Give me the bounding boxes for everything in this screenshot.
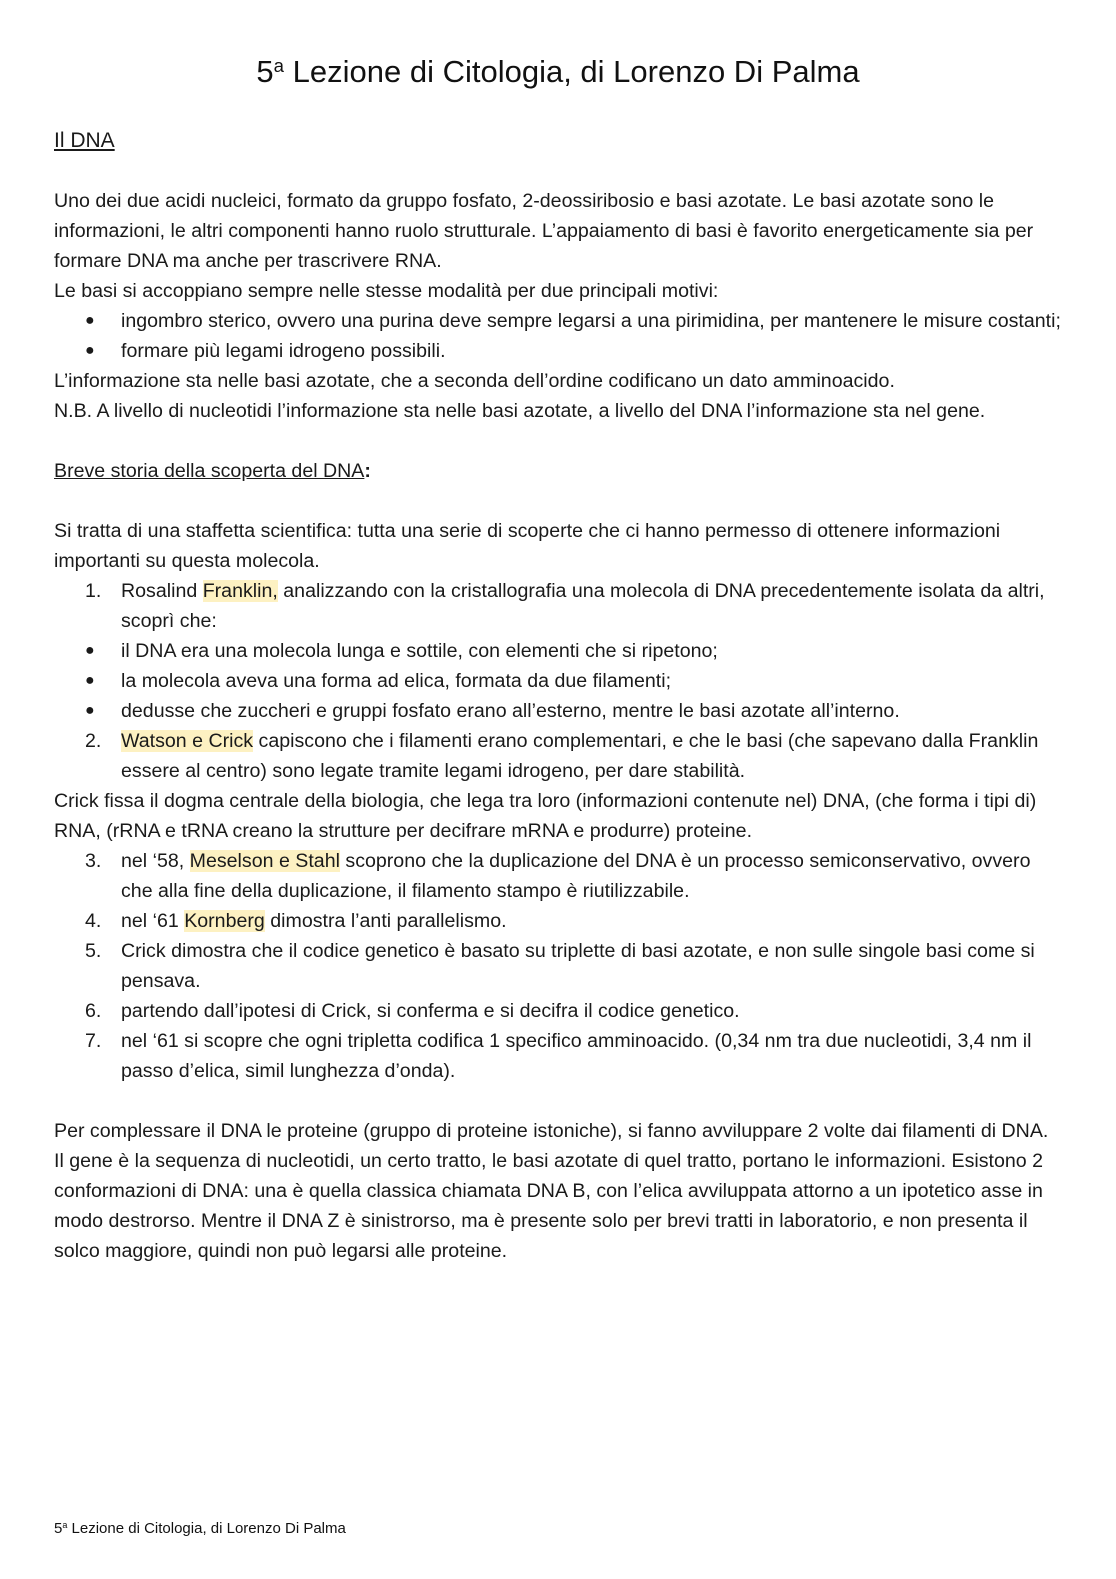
list-item (54, 636, 1064, 666)
item-text: Rosalind (121, 580, 203, 602)
list-item (54, 696, 1064, 726)
paragraph: Si tratta di una staffetta scientifica: tutta una serie di scoperte che ci hanno permesso di ottenere informazioni importanti su questa molecola. (54, 520, 1001, 572)
numbered-item (54, 576, 1064, 636)
bullet-icon: ● (85, 672, 95, 689)
footer-text: Lezione di Citologia, di Lorenzo Di Palma (67, 1520, 346, 1537)
paragraph: Le basi si accoppiano sempre nelle stesse modalità per due principali motivi: (54, 280, 719, 302)
bullet-icon: ● (85, 312, 95, 329)
history-heading-colon: : (364, 460, 371, 482)
item-number: 1. (85, 580, 102, 602)
item-text: dimostra l’anti parallelismo. (264, 910, 507, 932)
list-item-text: ingombro sterico, ovvero una purina deve sempre legarsi a una pirimidina, per mantenere le misure costanti; (121, 310, 1061, 332)
highlight-watson-crick: Watson e Crick (121, 730, 254, 752)
title-number: 5 (256, 54, 274, 89)
paragraph: Il gene è la sequenza di nucleotidi, un certo tratto, le basi azotate di quel tratto, portano le informazioni. Esistono 2 conformazioni di DNA: una è quella classica chiamata DNA B, con l’elica avviluppata attorno a un ipotetico asse in modo destrorso. Mentre il DNA Z è sinistrorso, ma è presente solo per brevi tratti in laboratorio, e non presenta il solco maggiore, quindi non può legarsi alle proteine. (54, 1150, 1043, 1262)
item-text: partendo dall’ipotesi di Crick, si conferma e si decifra il codice genetico. (121, 1000, 740, 1022)
item-number: 5. (85, 940, 102, 962)
list-item-text: formare più legami idrogeno possibili. (121, 340, 446, 362)
numbered-item (54, 726, 1064, 786)
list-item-text: il DNA era una molecola lunga e sottile, con elementi che si ripetono; (121, 640, 718, 662)
highlight-meselson-stahl: Meselson e Stahl (189, 850, 340, 872)
item-number: 2. (85, 730, 102, 752)
highlight-franklin: Franklin, (202, 580, 278, 602)
item-number: 4. (85, 910, 102, 932)
list-item-text: dedusse che zuccheri e gruppi fosfato erano all’esterno, mentre le basi azotate all’interno. (121, 700, 900, 722)
section-heading-history (54, 456, 1064, 486)
footer-number: 5 (54, 1520, 63, 1537)
item-number: 7. (85, 1030, 102, 1052)
bullet-icon: ● (85, 342, 95, 359)
history-heading-text: Breve storia della scoperta del DNA (54, 460, 365, 482)
list-item (54, 336, 1064, 366)
bullet-icon: ● (85, 702, 95, 719)
paragraph: Per complessare il DNA le proteine (gruppo di proteine istoniche), si fanno avviluppare 2 volte dai filamenti di DNA. (54, 1120, 1049, 1142)
paragraph: L’informazione sta nelle basi azotate, che a seconda dell’ordine codificano un dato amminoacido. (54, 370, 895, 392)
numbered-item (54, 906, 1064, 936)
title-superscript: a (273, 54, 285, 76)
item-text: analizzando con la cristallografia una molecola di DNA precedentemente isolata da altri, scoprì che: (121, 580, 1045, 632)
item-text: capiscono che i filamenti erano complementari, e che le basi (che sapevano dalla Franklin essere al centro) sono legate tramite legami idrogeno, per dare stabilità. (121, 730, 1039, 782)
numbered-item (54, 996, 1064, 1026)
paragraph: Uno dei due acidi nucleici, formato da gruppo fosfato, 2-deossiribosio e basi azotate. Le basi azotate sono le informazioni, le altri componenti hanno ruolo strutturale. L’appaiamento di basi è favorito energeticamente sia per formare DNA ma anche per trascrivere RNA. (54, 190, 1034, 272)
item-text: nel ‘61 (121, 910, 185, 932)
list-item (54, 306, 1064, 336)
document-body (54, 126, 1064, 1266)
numbered-item (54, 936, 1064, 996)
page-title (0, 52, 1116, 92)
highlight-kornberg: Kornberg (184, 910, 265, 932)
list-item (54, 666, 1064, 696)
numbered-item (54, 846, 1064, 906)
list-item-text: la molecola aveva una forma ad elica, formata da due filamenti; (121, 670, 672, 692)
item-text: scoprono che la duplicazione del DNA è un processo semiconservativo, ovvero che alla fine della duplicazione, il filamento stampo è riutilizzabile. (121, 850, 1031, 902)
item-text: Crick dimostra che il codice genetico è basato su triplette di basi azotate, e non sulle singole basi come si pensava. (121, 940, 1035, 992)
page-footer (54, 1519, 346, 1539)
title-text: Lezione di Citologia, di Lorenzo Di Palma (284, 54, 860, 89)
item-text: nel ‘58, (121, 850, 190, 872)
footer-superscript: a (62, 1520, 68, 1531)
item-number: 3. (85, 850, 102, 872)
numbered-item (54, 1026, 1064, 1086)
paragraph: Crick fissa il dogma centrale della biologia, che lega tra loro (informazioni contenute nel) DNA, (che forma i tipi di) RNA, (rRNA e tRNA creano la strutture per decifrare mRNA e produrre) proteine. (54, 790, 1037, 842)
section-heading-dna: Il DNA (54, 129, 115, 152)
bullet-icon: ● (85, 642, 95, 659)
item-text: nel ‘61 si scopre che ogni tripletta codifica 1 specifico amminoacido. (0,34 nm tra due nucleotidi, 3,4 nm il passo d’elica, simil lunghezza d’onda). (121, 1030, 1032, 1082)
item-number: 6. (85, 1000, 102, 1022)
paragraph: N.B. A livello di nucleotidi l’informazione sta nelle basi azotate, a livello del DNA l’informazione sta nel gene. (54, 400, 986, 422)
